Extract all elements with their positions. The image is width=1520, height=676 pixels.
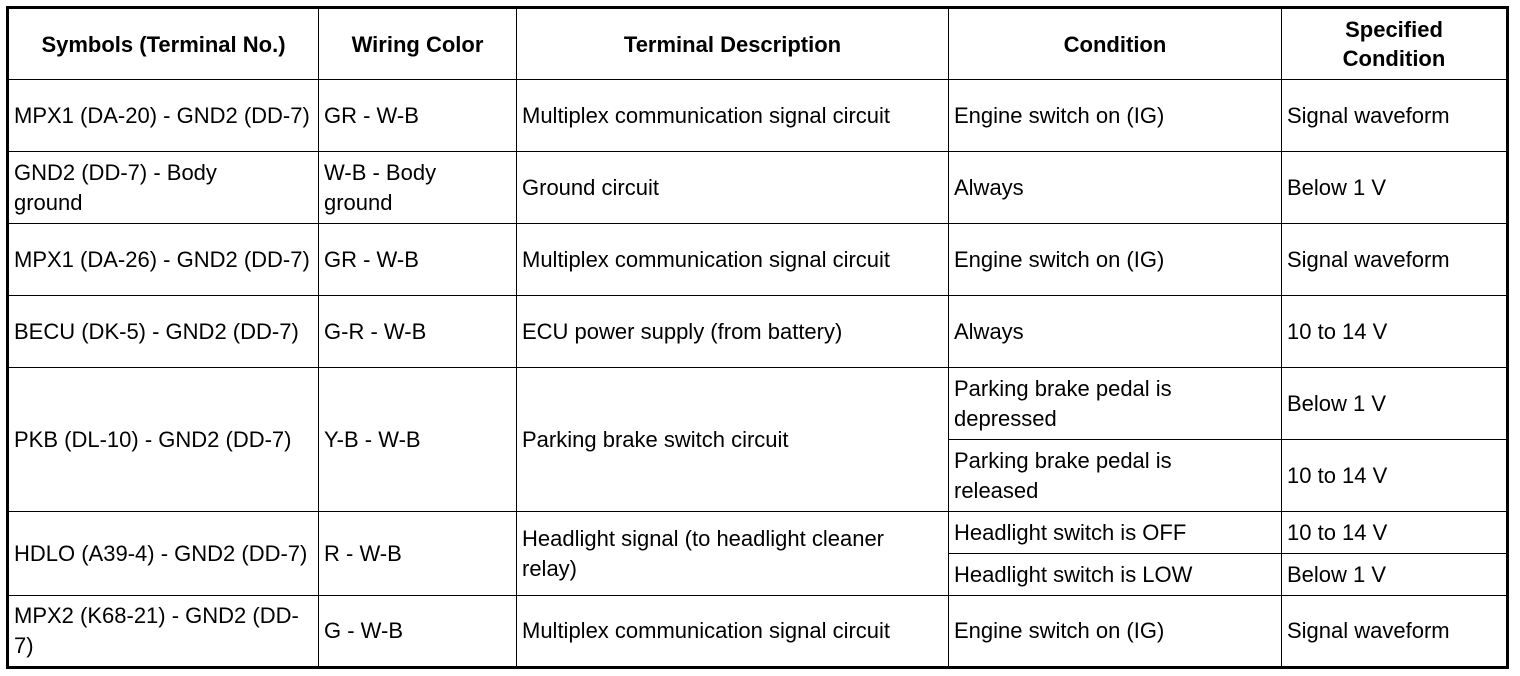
table-row bbox=[8, 596, 1508, 668]
cell-terminal-description: Headlight signal (to headlight cleaner relay) bbox=[517, 512, 949, 596]
header-terminal-description: Terminal Description bbox=[517, 8, 949, 80]
cell-condition: Engine switch on (IG) bbox=[949, 80, 1282, 152]
cell-specified-condition: Below 1 V bbox=[1282, 554, 1508, 596]
cell-specified-condition: Below 1 V bbox=[1282, 152, 1508, 224]
cell-terminal-description: Multiplex communication signal circuit bbox=[517, 224, 949, 296]
cell-specified-condition: Below 1 V bbox=[1282, 368, 1508, 440]
cell-condition: Always bbox=[949, 152, 1282, 224]
cell-specified-condition: Signal waveform bbox=[1282, 596, 1508, 668]
cell-specified-condition: Signal waveform bbox=[1282, 224, 1508, 296]
cell-symbols: MPX1 (DA-26) - GND2 (DD-7) bbox=[8, 224, 319, 296]
cell-condition: Parking brake pedal is depressed bbox=[949, 368, 1282, 440]
cell-condition: Engine switch on (IG) bbox=[949, 596, 1282, 668]
cell-symbols: MPX2 (K68-21) - GND2 (DD-7) bbox=[8, 596, 319, 668]
cell-specified-condition: 10 to 14 V bbox=[1282, 296, 1508, 368]
cell-specified-condition: 10 to 14 V bbox=[1282, 440, 1508, 512]
cell-condition: Headlight switch is OFF bbox=[949, 512, 1282, 554]
table-row bbox=[8, 152, 1508, 224]
table-row bbox=[8, 368, 1508, 440]
terminal-inspection-table bbox=[6, 6, 1509, 669]
cell-condition: Always bbox=[949, 296, 1282, 368]
cell-condition: Engine switch on (IG) bbox=[949, 224, 1282, 296]
cell-terminal-description: Ground circuit bbox=[517, 152, 949, 224]
cell-wiring-color: G-R - W-B bbox=[319, 296, 517, 368]
header-symbols: Symbols (Terminal No.) bbox=[8, 8, 319, 80]
table-row bbox=[8, 224, 1508, 296]
cell-terminal-description: Multiplex communication signal circuit bbox=[517, 80, 949, 152]
cell-terminal-description: Parking brake switch circuit bbox=[517, 368, 949, 512]
cell-symbols: GND2 (DD-7) - Body ground bbox=[8, 152, 319, 224]
cell-terminal-description: Multiplex communication signal circuit bbox=[517, 596, 949, 668]
cell-specified-condition: 10 to 14 V bbox=[1282, 512, 1508, 554]
table-row bbox=[8, 296, 1508, 368]
table-header-row bbox=[8, 8, 1508, 80]
table-row bbox=[8, 80, 1508, 152]
cell-wiring-color: GR - W-B bbox=[319, 80, 517, 152]
cell-condition: Parking brake pedal is released bbox=[949, 440, 1282, 512]
cell-symbols: PKB (DL-10) - GND2 (DD-7) bbox=[8, 368, 319, 512]
cell-symbols: MPX1 (DA-20) - GND2 (DD-7) bbox=[8, 80, 319, 152]
header-wiring-color: Wiring Color bbox=[319, 8, 517, 80]
cell-specified-condition: Signal waveform bbox=[1282, 80, 1508, 152]
cell-symbols: BECU (DK-5) - GND2 (DD-7) bbox=[8, 296, 319, 368]
cell-wiring-color: R - W-B bbox=[319, 512, 517, 596]
header-condition: Condition bbox=[949, 8, 1282, 80]
cell-terminal-description: ECU power supply (from battery) bbox=[517, 296, 949, 368]
header-specified-condition: Specified Condition bbox=[1282, 8, 1508, 80]
cell-wiring-color: G - W-B bbox=[319, 596, 517, 668]
cell-wiring-color: GR - W-B bbox=[319, 224, 517, 296]
cell-wiring-color: W-B - Body ground bbox=[319, 152, 517, 224]
cell-condition: Headlight switch is LOW bbox=[949, 554, 1282, 596]
cell-symbols: HDLO (A39-4) - GND2 (DD-7) bbox=[8, 512, 319, 596]
cell-wiring-color: Y-B - W-B bbox=[319, 368, 517, 512]
table-row bbox=[8, 512, 1508, 554]
